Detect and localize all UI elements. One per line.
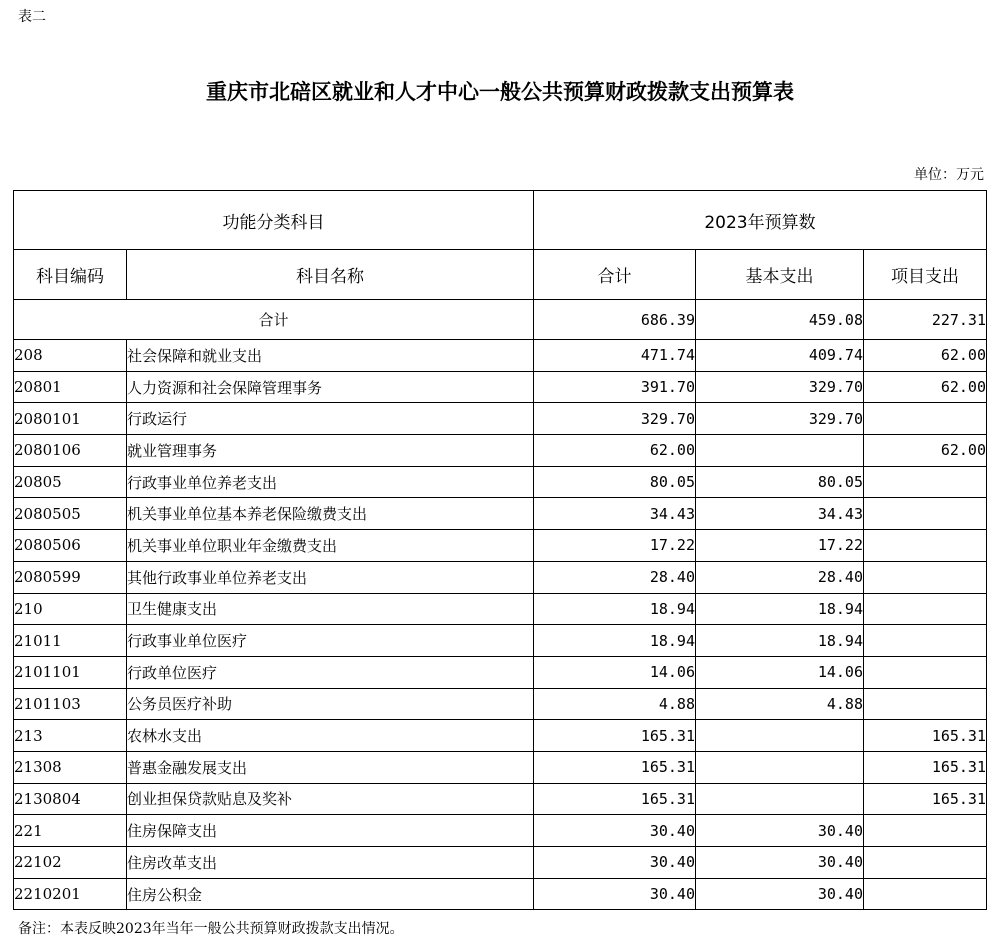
row-project: 165.31: [864, 720, 987, 752]
row-basic: [696, 751, 864, 783]
row-basic: 18.94: [696, 625, 864, 657]
row-basic: 329.70: [696, 403, 864, 435]
table-row: [14, 847, 987, 879]
row-total: 4.88: [534, 688, 696, 720]
row-name: 机关事业单位基本养老保险缴费支出: [127, 498, 534, 530]
page-title: 重庆市北碚区就业和人才中心一般公共预算财政拨款支出预算表: [206, 80, 794, 104]
row-project: [864, 625, 987, 657]
row-name: 住房公积金: [127, 878, 534, 910]
total-project: 227.31: [864, 300, 987, 340]
row-name: 行政事业单位养老支出: [127, 466, 534, 498]
row-basic: 80.05: [696, 466, 864, 498]
row-code: 2080106: [14, 435, 127, 467]
row-total: 30.40: [534, 878, 696, 910]
row-basic: 4.88: [696, 688, 864, 720]
row-basic: 17.22: [696, 530, 864, 562]
row-total: 165.31: [534, 720, 696, 752]
row-basic: [696, 435, 864, 467]
row-code: 2080101: [14, 403, 127, 435]
total-basic: 459.08: [696, 300, 864, 340]
row-project: [864, 403, 987, 435]
row-code: 2101103: [14, 688, 127, 720]
row-project: [864, 688, 987, 720]
row-project: [864, 466, 987, 498]
row-total: 30.40: [534, 815, 696, 847]
row-total: 471.74: [534, 340, 696, 372]
row-code: 20805: [14, 466, 127, 498]
table-row: [14, 656, 987, 688]
row-code: 210: [14, 593, 127, 625]
row-project: 165.31: [864, 783, 987, 815]
header-total: 合计: [534, 250, 696, 300]
header-function-category: 功能分类科目: [14, 191, 534, 250]
row-code: 20801: [14, 371, 127, 403]
row-code: 221: [14, 815, 127, 847]
row-name: 行政事业单位医疗: [127, 625, 534, 657]
row-basic: 34.43: [696, 498, 864, 530]
row-basic: 28.40: [696, 561, 864, 593]
row-name: 社会保障和就业支出: [127, 340, 534, 372]
table-row: [14, 878, 987, 910]
row-basic: 18.94: [696, 593, 864, 625]
row-name: 机关事业单位职业年金缴费支出: [127, 530, 534, 562]
row-basic: 329.70: [696, 371, 864, 403]
row-basic: 30.40: [696, 847, 864, 879]
row-project: 62.00: [864, 340, 987, 372]
header-name: 科目名称: [127, 250, 534, 300]
row-total: 165.31: [534, 783, 696, 815]
row-total: 30.40: [534, 847, 696, 879]
header-budget-year: 2023年预算数: [534, 191, 987, 250]
row-project: [864, 878, 987, 910]
row-project: [864, 847, 987, 879]
row-basic: 30.40: [696, 878, 864, 910]
row-total: 17.22: [534, 530, 696, 562]
header-basic: 基本支出: [696, 250, 864, 300]
row-project: [864, 593, 987, 625]
row-name: 行政单位医疗: [127, 656, 534, 688]
row-basic: 14.06: [696, 656, 864, 688]
row-project: [864, 656, 987, 688]
unit-label: 单位：万元: [914, 167, 984, 183]
row-name: 卫生健康支出: [127, 593, 534, 625]
row-total: 329.70: [534, 403, 696, 435]
row-name: 就业管理事务: [127, 435, 534, 467]
row-project: [864, 498, 987, 530]
row-name: 公务员医疗补助: [127, 688, 534, 720]
table-row: [14, 815, 987, 847]
table-row: [14, 561, 987, 593]
row-basic: [696, 720, 864, 752]
row-basic: 30.40: [696, 815, 864, 847]
header-code: 科目编码: [14, 250, 127, 300]
row-project: [864, 561, 987, 593]
table-row: [14, 625, 987, 657]
budget-table: [13, 190, 987, 910]
row-total: 80.05: [534, 466, 696, 498]
table-row: [14, 751, 987, 783]
row-code: 2080506: [14, 530, 127, 562]
row-total: 18.94: [534, 593, 696, 625]
row-name: 人力资源和社会保障管理事务: [127, 371, 534, 403]
table-row: [14, 530, 987, 562]
row-name: 住房改革支出: [127, 847, 534, 879]
table-row: [14, 340, 987, 372]
row-total: 34.43: [534, 498, 696, 530]
row-total: 28.40: [534, 561, 696, 593]
row-project: [864, 815, 987, 847]
row-total: 391.70: [534, 371, 696, 403]
table-row: [14, 688, 987, 720]
row-code: 21011: [14, 625, 127, 657]
row-code: 2080505: [14, 498, 127, 530]
row-basic: [696, 783, 864, 815]
document-label: 表二: [18, 9, 46, 25]
header-project: 项目支出: [864, 250, 987, 300]
total-row: [14, 300, 987, 340]
row-name: 普惠金融发展支出: [127, 751, 534, 783]
table-row: [14, 593, 987, 625]
total-label: 合计: [14, 300, 534, 340]
row-code: 208: [14, 340, 127, 372]
row-project: 62.00: [864, 435, 987, 467]
row-code: 213: [14, 720, 127, 752]
table-row: [14, 783, 987, 815]
row-code: 21308: [14, 751, 127, 783]
table-row: [14, 498, 987, 530]
table-row: [14, 371, 987, 403]
footnote: 备注：本表反映2023年当年一般公共预算财政拨款支出情况。: [18, 921, 404, 937]
row-name: 其他行政事业单位养老支出: [127, 561, 534, 593]
row-total: 62.00: [534, 435, 696, 467]
row-code: 22102: [14, 847, 127, 879]
row-name: 农林水支出: [127, 720, 534, 752]
row-name: 行政运行: [127, 403, 534, 435]
row-total: 165.31: [534, 751, 696, 783]
total-sum: 686.39: [534, 300, 696, 340]
row-total: 18.94: [534, 625, 696, 657]
row-code: 2101101: [14, 656, 127, 688]
row-code: 2210201: [14, 878, 127, 910]
row-code: 2130804: [14, 783, 127, 815]
row-basic: 409.74: [696, 340, 864, 372]
row-project: 165.31: [864, 751, 987, 783]
row-project: 62.00: [864, 371, 987, 403]
row-name: 创业担保贷款贴息及奖补: [127, 783, 534, 815]
row-code: 2080599: [14, 561, 127, 593]
table-row: [14, 466, 987, 498]
table-row: [14, 403, 987, 435]
row-total: 14.06: [534, 656, 696, 688]
row-project: [864, 530, 987, 562]
table-row: [14, 720, 987, 752]
table-row: [14, 435, 987, 467]
row-name: 住房保障支出: [127, 815, 534, 847]
